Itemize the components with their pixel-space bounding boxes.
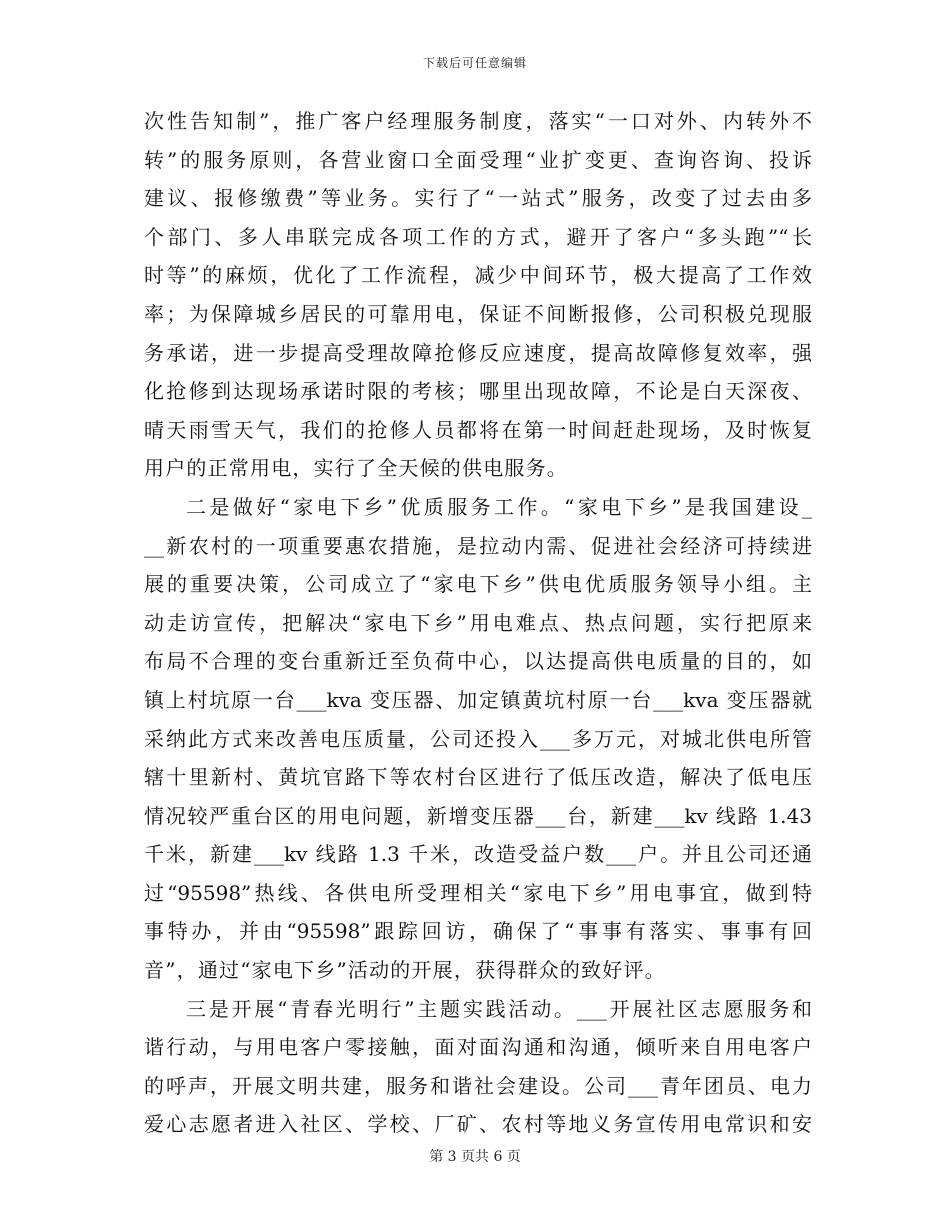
body-line: 镇上村坑原一台___kva 变压器、加定镇黄坑村原一台___kva 变压器就: [144, 687, 812, 712]
body-line: 建议、报修缴费”等业务。实行了“一站式”服务，改变了过去由多: [144, 186, 812, 211]
body-line: 务承诺，进一步提高受理故障抢修反应速度，提高故障修复效率，强: [144, 340, 812, 365]
page-header-note: 下载后可任意编辑: [422, 56, 527, 70]
body-line: 辖十里新村、黄坑官路下等农村台区进行了低压改造，解决了低电压: [144, 765, 812, 790]
body-line-paragraph-end: 用户的正常用电，实行了全天候的供电服务。: [144, 456, 568, 481]
body-line: 转”的服务原则，各营业窗口全面受理“业扩变更、查询咨询、投诉: [144, 147, 812, 172]
body-line: 动走访宣传，把解决“家电下乡”用电难点、热点问题，实行把原来: [144, 610, 812, 635]
body-line: 次性告知制”，推广客户经理服务制度，落实“一口对外、内转外不: [144, 109, 812, 133]
page-number-footer: 第 3 页共 6 页: [429, 1149, 521, 1165]
body-line: 化抢修到达现场承诺时限的考核；哪里出现故障，不论是白天深夜、: [144, 379, 812, 404]
body-line: 布局不合理的变台重新迁至负荷中心，以达提高供电质量的目的，如: [144, 649, 812, 674]
body-line: 爱心志愿者进入社区、学校、厂矿、农村等地义务宣传用电常识和安: [144, 1112, 812, 1137]
body-line: 千米，新建___kv 线路 1.3 千米，改造受益户数___户。并且公司还通: [144, 842, 812, 867]
body-line: 情况较严重台区的用电问题，新增变压器___台，新建___kv 线路 1.43: [144, 803, 812, 828]
body-line: 展的重要决策，公司成立了“家电下乡”供电优质服务领导小组。主: [144, 572, 812, 597]
body-line: __新农村的一项重要惠农措施，是拉动内需、促进社会经济可持续进: [144, 533, 812, 558]
body-line: 事特办，并由“95598”跟踪回访，确保了“事事有落实、事事有回: [144, 919, 812, 944]
body-line: 个部门、多人串联完成各项工作的方式，避开了客户“多头跑”“长: [144, 224, 812, 249]
body-line: 谐行动，与用电客户零接触，面对面沟通和沟通，倾听来自用电客户: [144, 1035, 812, 1060]
paragraph-2-first-line: 二是做好“家电下乡”优质服务工作。“家电下乡”是我国建设_: [186, 494, 812, 519]
body-line: 率；为保障城乡居民的可靠用电，保证不间断报修，公司积极兑现服: [144, 301, 812, 326]
body-line: 晴天雨雪天气，我们的抢修人员都将在第一时间赶赴现场，及时恢复: [144, 417, 812, 442]
paragraph-3-first-line: 三是开展“青春光明行”主题实践活动。___开展社区志愿服务和: [186, 996, 812, 1021]
body-line: 的呼声，开展文明共建，服务和谐社会建设。公司___青年团员、电力: [144, 1073, 812, 1098]
body-line: 过“95598”热线、各供电所受理相关“家电下乡”用电事宜，做到特: [144, 880, 812, 905]
body-line: 采纳此方式来改善电压质量，公司还投入___多万元，对城北供电所管: [144, 726, 812, 751]
body-line-paragraph-end: 音”，通过“家电下乡”活动的开展，获得群众的致好评。: [144, 958, 666, 983]
document-body: [144, 102, 812, 1144]
body-line: 时等”的麻烦，优化了工作流程，减少中间环节，极大提高了工作效: [144, 263, 812, 288]
